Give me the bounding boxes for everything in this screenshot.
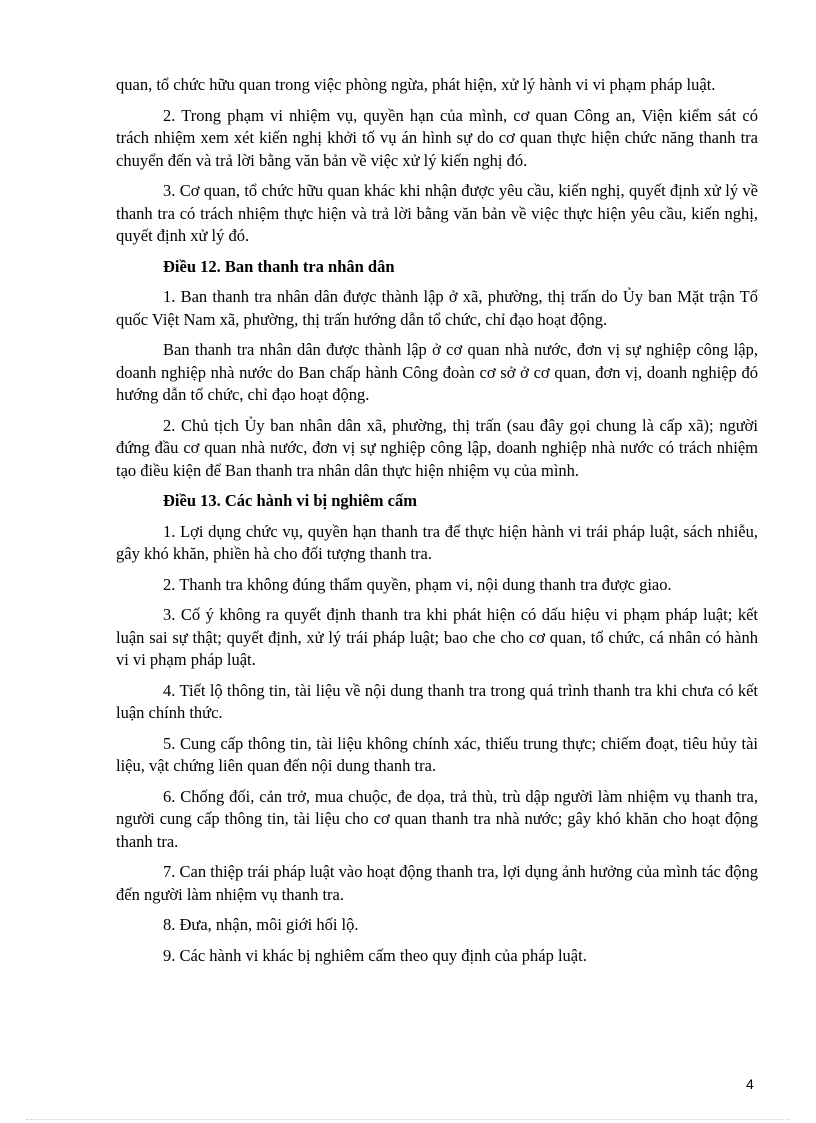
document-body	[116, 74, 758, 975]
article-13-heading: Điều 13. Các hành vi bị nghiêm cấm	[163, 491, 417, 510]
list-item: 4. Tiết lộ thông tin, tài liệu về nội dung thanh tra trong quá trình thanh tra khi chưa có kết luận chính thức.	[116, 680, 758, 722]
paragraph-continuation: quan, tổ chức hữu quan trong việc phòng ngừa, phát hiện, xử lý hành vi vi phạm pháp luật.	[116, 75, 716, 94]
paragraph-article-11-clause-2: 2. Trong phạm vi nhiệm vụ, quyền hạn của mình, cơ quan Công an, Viện kiểm sát có trách nhiệm xem xét kiến nghị khởi tố vụ án hình sự do cơ quan thực hiện chức năng thanh tra chuyển đến và trả lời bằng văn bản về việc xử lý kiến nghị đó.	[116, 105, 758, 170]
list-item: 1. Lợi dụng chức vụ, quyền hạn thanh tra để thực hiện hành vi trái pháp luật, sách nhiễu, gây khó khăn, phiền hà cho đối tượng thanh tra.	[116, 521, 758, 563]
paragraph-article-11-clause-3: 3. Cơ quan, tổ chức hữu quan khác khi nhận được yêu cầu, kiến nghị, quyết định xử lý về thanh tra có trách nhiệm thực hiện và trả lời bằng văn bản về việc thực hiện yêu cầu, kiến nghị, quyết định xử lý đó.	[116, 181, 758, 245]
list-item: 8. Đưa, nhận, môi giới hối lộ.	[163, 915, 359, 934]
list-item: 5. Cung cấp thông tin, tài liệu không chính xác, thiếu trung thực; chiếm đoạt, tiêu hủy tài liệu, vật chứng liên quan đến nội dung thanh tra.	[116, 733, 758, 775]
page-bottom-divider	[26, 1119, 790, 1120]
paragraph-article-12-clause-1b: Ban thanh tra nhân dân được thành lập ở cơ quan nhà nước, đơn vị sự nghiệp công lập, doanh nghiệp nhà nước do Ban chấp hành Công đoàn cơ sở ở cơ quan, đơn vị, doanh nghiệp đó hướng dẫn tổ chức, chỉ đạo hoạt động.	[116, 340, 758, 404]
list-item: 2. Thanh tra không đúng thẩm quyền, phạm vi, nội dung thanh tra được giao.	[163, 574, 672, 594]
list-item: 9. Các hành vi khác bị nghiêm cấm theo quy định của pháp luật.	[163, 945, 587, 965]
page-number: 4	[746, 1076, 754, 1092]
paragraph-article-12-clause-1: 1. Ban thanh tra nhân dân được thành lập ở xã, phường, thị trấn do Ủy ban Mặt trận Tổ quốc Việt Nam xã, phường, thị trấn hướng dẫn tổ chức, chỉ đạo hoạt động.	[116, 287, 758, 329]
paragraph-article-12-clause-2: 2. Chủ tịch Ủy ban nhân dân xã, phường, thị trấn (sau đây gọi chung là cấp xã); người đứng đầu cơ quan nhà nước, đơn vị sự nghiệp công lập, doanh nghiệp nhà nước có trách nhiệm tạo điều kiện để Ban thanh tra nhân dân thực hiện nhiệm vụ của mình.	[116, 415, 758, 480]
list-item: 7. Can thiệp trái pháp luật vào hoạt động thanh tra, lợi dụng ảnh hưởng của mình tác động đến người làm nhiệm vụ thanh tra.	[116, 862, 758, 904]
list-item: 6. Chống đối, cản trở, mua chuộc, đe dọa, trả thù, trù dập người làm nhiệm vụ thanh tra, người cung cấp thông tin, tài liệu cho cơ quan thanh tra nhà nước; gây khó khăn cho hoạt động thanh tra.	[116, 786, 758, 851]
article-12-heading: Điều 12. Ban thanh tra nhân dân	[163, 256, 395, 276]
list-item: 3. Cố ý không ra quyết định thanh tra khi phát hiện có dấu hiệu vi phạm pháp luật; kết luận sai sự thật; quyết định, xử lý trái pháp luật; bao che cho cơ quan, tổ chức, cá nhân có hành vi vi phạm pháp luật.	[116, 605, 758, 669]
